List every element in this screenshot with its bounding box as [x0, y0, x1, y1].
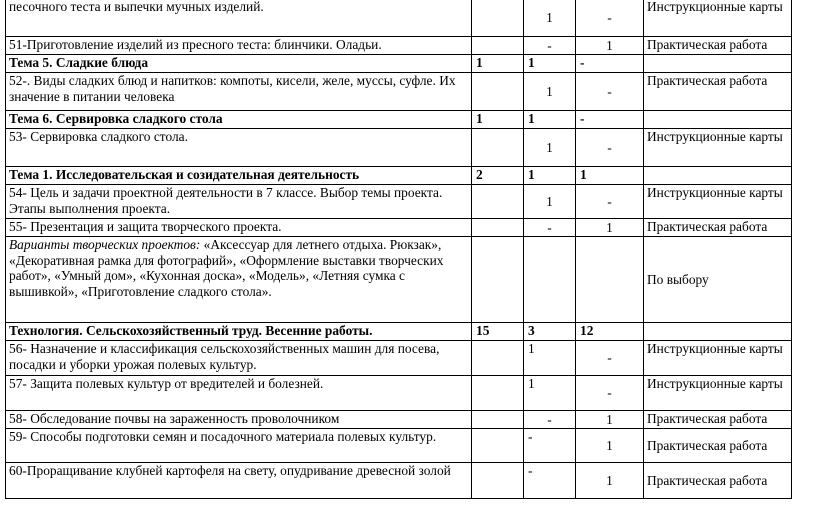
hours-total: 15 [472, 323, 524, 341]
lesson-title: 55- Презентация и защита творческого проекта. [6, 219, 472, 237]
lesson-note: Практическая работа [644, 411, 792, 429]
lesson-note: Практическая работа [644, 219, 792, 237]
topic-note [644, 323, 792, 341]
curriculum-table [5, 0, 792, 499]
table-row [6, 37, 792, 55]
hours-theory: 1 [524, 129, 576, 167]
table-row [6, 429, 792, 463]
hours-practice: - [576, 73, 644, 111]
lesson-note: Инструкционные карты [644, 376, 792, 411]
table-row [6, 376, 792, 411]
hours-total [472, 429, 524, 463]
lesson-note: По выбору [644, 237, 792, 323]
lesson-note: Инструкционные карты [644, 129, 792, 167]
topic-title: Тема 6. Сервировка сладкого стола [6, 111, 472, 129]
hours-total [472, 219, 524, 237]
lesson-title: 51-Приготовление изделий из пресного теста: блинчики. Оладьи. [6, 37, 472, 55]
lesson-title: 52-. Виды сладких блюд и напитков: компоты, кисели, желе, муссы, суфле. Их значение в питании человека [6, 73, 472, 111]
lesson-title: 54- Цель и задачи проектной деятельности в 7 классе. Выбор темы проекта. Этапы выполнения проекта. [6, 185, 472, 219]
hours-theory [524, 237, 576, 323]
hours-practice: - [576, 185, 644, 219]
hours-practice: - [576, 129, 644, 167]
project-variants [6, 237, 472, 323]
table-row [6, 341, 792, 376]
lesson-title: 60-Проращивание клубней картофеля на свету, опудривание древесной золой [6, 463, 472, 499]
hours-total [472, 463, 524, 499]
hours-theory: 1 [524, 73, 576, 111]
topic-note [644, 55, 792, 73]
hours-total [472, 37, 524, 55]
table-row [6, 411, 792, 429]
hours-total [472, 411, 524, 429]
lesson-title: 57- Защита полевых культур от вредителей и болезней. [6, 376, 472, 411]
hours-theory: 1 [524, 185, 576, 219]
table-row [6, 463, 792, 499]
topic-note [644, 167, 792, 185]
hours-theory: - [524, 463, 576, 499]
hours-theory: - [524, 219, 576, 237]
hours-practice: - [576, 0, 644, 37]
lesson-note: Инструкционные карты [644, 0, 792, 37]
lesson-title: 53- Сервировка сладкого стола. [6, 129, 472, 167]
hours-theory: 1 [524, 0, 576, 37]
hours-practice: 1 [576, 37, 644, 55]
hours-theory: 1 [524, 55, 576, 73]
topic-row [6, 111, 792, 129]
lesson-note: Практическая работа [644, 37, 792, 55]
hours-total [472, 376, 524, 411]
hours-practice: 1 [576, 167, 644, 185]
lesson-title: 56- Назначение и классификация сельскохозяйственных машин для посева, посадки и уборки урожая полевых культур. [6, 341, 472, 376]
hours-practice: - [576, 341, 644, 376]
hours-practice: - [576, 376, 644, 411]
hours-total [472, 129, 524, 167]
table-row [6, 0, 792, 37]
topic-row [6, 55, 792, 73]
hours-total: 1 [472, 111, 524, 129]
hours-theory: - [524, 411, 576, 429]
hours-practice: 12 [576, 323, 644, 341]
variants-row [6, 237, 792, 323]
table-row [6, 219, 792, 237]
hours-total [472, 73, 524, 111]
hours-theory: 1 [524, 376, 576, 411]
hours-practice: - [576, 55, 644, 73]
hours-practice: 1 [576, 429, 644, 463]
topic-row [6, 167, 792, 185]
variants-label: Варианты творческих проектов: [9, 237, 201, 252]
topic-note [644, 111, 792, 129]
topic-title: Тема 5. Сладкие блюда [6, 55, 472, 73]
lesson-note: Инструкционные карты [644, 185, 792, 219]
table-row [6, 129, 792, 167]
hours-theory: - [524, 37, 576, 55]
hours-practice: 1 [576, 411, 644, 429]
lesson-note: Практическая работа [644, 463, 792, 499]
lesson-title: 59- Способы подготовки семян и посадочного материала полевых культур. [6, 429, 472, 463]
hours-total [472, 237, 524, 323]
lesson-title: 58- Обследование почвы на зараженность проволочником [6, 411, 472, 429]
hours-practice: 1 [576, 463, 644, 499]
table-row [6, 73, 792, 111]
hours-practice: - [576, 111, 644, 129]
hours-theory: - [524, 429, 576, 463]
hours-theory: 1 [524, 111, 576, 129]
lesson-title: песочного теста и выпечки мучных изделий. [6, 0, 472, 37]
hours-practice: 1 [576, 219, 644, 237]
hours-total [472, 341, 524, 376]
topic-title: Технология. Сельскохозяйственный труд. Весенние работы. [6, 323, 472, 341]
lesson-note: Практическая работа [644, 429, 792, 463]
hours-total: 2 [472, 167, 524, 185]
variants-list: «Аксессуар для летнего отдыха. Рюкзак», «Декоративная рамка для фотографий», «Оформление выставки творческих работ», «Умный дом», «Кухонная доска», «Модель», «Летняя сумка с вышивкой», «Приготовление сладкого стола». [9, 237, 444, 299]
lesson-note: Практическая работа [644, 73, 792, 111]
topic-row [6, 323, 792, 341]
hours-total [472, 0, 524, 37]
hours-total: 1 [472, 55, 524, 73]
table-row [6, 185, 792, 219]
topic-title: Тема 1. Исследовательская и созидательная деятельность [6, 167, 472, 185]
hours-theory: 3 [524, 323, 576, 341]
lesson-note: Инструкционные карты [644, 341, 792, 376]
hours-theory: 1 [524, 341, 576, 376]
hours-practice [576, 237, 644, 323]
hours-total [472, 185, 524, 219]
hours-theory: 1 [524, 167, 576, 185]
